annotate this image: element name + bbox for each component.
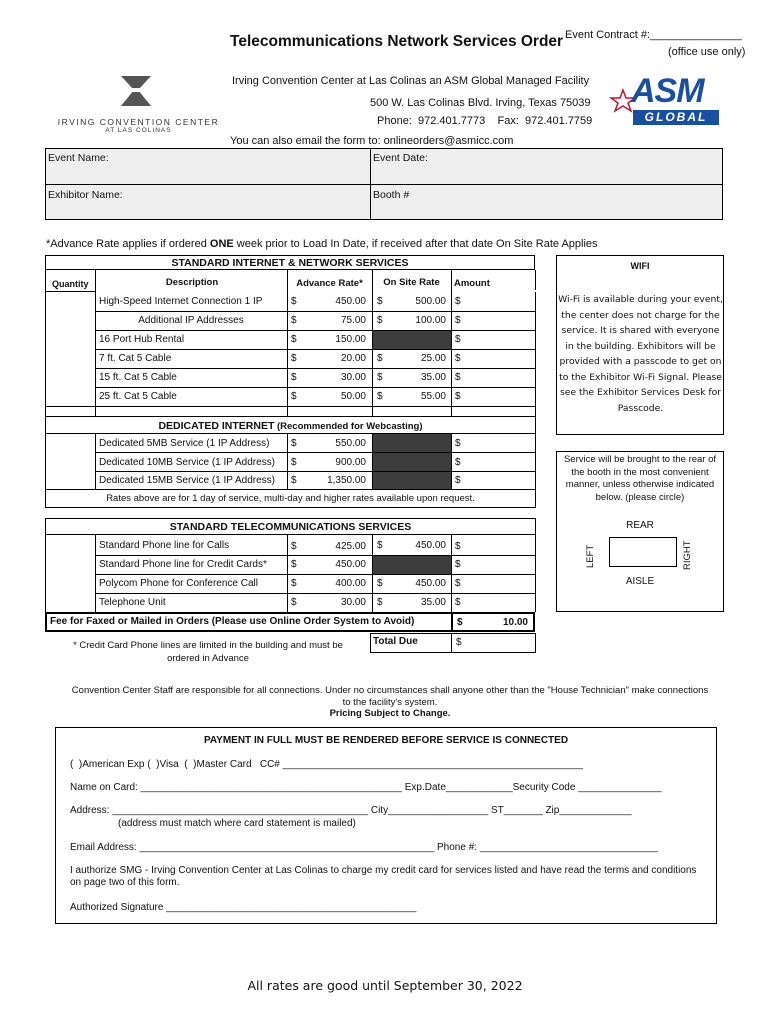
dollar-sign: $	[455, 597, 461, 608]
rule	[95, 349, 536, 350]
logo-left-line2: AT LAS COLINAS	[105, 127, 172, 134]
row-desc: Dedicated 10MB Service (1 IP Address)	[99, 457, 276, 468]
rule	[451, 612, 453, 632]
row-desc: Polycom Phone for Conference Call	[99, 578, 258, 589]
dollar-sign: $	[291, 597, 297, 608]
dollar-sign: $	[377, 315, 383, 326]
row-desc: Standard Phone line for Credit Cards*	[99, 559, 267, 570]
email-form-line: You can also email the form to: onlineorders@asmicc.com	[230, 135, 514, 147]
booth-input[interactable]	[373, 202, 722, 220]
row-desc: Dedicated 15MB Service (1 IP Address)	[99, 475, 276, 486]
event-name-label: Event Name:	[48, 152, 109, 164]
booth-diagram-text: Service will be brought to the rear of the booth in the most convenient manner, unless otherwise indicated below. (please circle)	[563, 454, 717, 503]
total-due-label: Total Due	[373, 636, 418, 647]
row-desc: Additional IP Addresses	[138, 315, 244, 326]
dollar-sign: $	[457, 617, 463, 628]
dollar-sign: $	[291, 559, 297, 570]
dedicated-title-bold: DEDICATED INTERNET	[158, 420, 275, 432]
col-quantity: Quantity	[52, 279, 89, 289]
row-adv: 550.00	[335, 438, 366, 449]
row-desc: Dedicated 5MB Service (1 IP Address)	[99, 438, 270, 449]
exhibitor-name-label: Exhibitor Name:	[48, 189, 123, 201]
row-adv: 30.00	[340, 372, 366, 383]
qty-input[interactable]	[47, 595, 97, 611]
qty-input[interactable]	[47, 389, 97, 405]
dollar-sign: $	[291, 438, 297, 449]
dollar-sign: $	[377, 391, 383, 402]
row-adv: 20.00	[340, 353, 366, 364]
event-date-label: Event Date:	[373, 152, 428, 164]
event-name-input[interactable]	[48, 166, 367, 184]
booth-left-label[interactable]: LEFT	[585, 544, 596, 568]
rule	[535, 292, 536, 416]
row-onsite: 450.00	[415, 540, 446, 551]
rule	[95, 471, 536, 472]
dollar-sign: $	[291, 475, 297, 486]
dollar-sign: $	[455, 475, 461, 486]
row-desc: 16 Port Hub Rental	[99, 334, 185, 345]
dollar-sign: $	[455, 315, 461, 326]
dollar-sign: $	[455, 334, 461, 345]
dollar-sign: $	[377, 372, 383, 383]
card-type-line[interactable]: ( )American Exp ( )Visa ( )Master Card CC# ______________________________________________________	[70, 759, 583, 770]
col-amount: Amount	[454, 278, 490, 289]
wifi-text: Wi-Fi is available during your event, the center does not charge for the service. It is shared with everyone in the building. Exhibitors will be provided with a passcode to get on to the Exhibitor Wi-Fi Signal. Please see the Exhibitor Services Desk for Passcode.	[558, 294, 723, 414]
staff-note-text: Convention Center Staff are responsible for all connections. Under no circumstances shall anyone other than the "House Technician" make connections to the facility's system.	[71, 685, 709, 708]
booth-outline	[609, 537, 677, 567]
dollar-sign: $	[455, 559, 461, 570]
office-use-label: (office use only)	[668, 46, 746, 58]
row-adv: 50.00	[340, 391, 366, 402]
rule	[95, 593, 536, 594]
dollar-sign: $	[291, 353, 297, 364]
dollar-sign: $	[291, 391, 297, 402]
advance-note-post: week prior to Load In Date, if received after that date On Site Rate Applies	[233, 238, 598, 250]
address-line: 500 W. Las Colinas Blvd. Irving, Texas 75039	[370, 97, 591, 109]
total-due-value-box	[452, 633, 536, 653]
dollar-sign: $	[455, 372, 461, 383]
onsite-unavailable-cell	[373, 556, 451, 574]
booth-aisle-label[interactable]: AISLE	[625, 576, 655, 587]
qty-input[interactable]	[47, 538, 97, 554]
dollar-sign: $	[455, 438, 461, 449]
wifi-title: WIFI	[630, 261, 650, 271]
rule	[287, 270, 288, 416]
col-description: Description	[165, 277, 219, 288]
row-adv: 450.00	[335, 296, 366, 307]
rule	[451, 270, 452, 416]
row-adv: 30.00	[340, 597, 366, 608]
qty-input[interactable]	[47, 370, 97, 386]
col-advance: Advance Rate*	[296, 278, 363, 289]
credit-card-phone-note: * Credit Card Phone lines are limited in the building and must be ordered in Advance	[73, 640, 343, 664]
qty-input[interactable]	[47, 313, 97, 329]
dedicated-title-rest: (Recommended for Webcasting)	[274, 421, 423, 432]
row-onsite: 55.00	[420, 391, 446, 402]
facility-line: Irving Convention Center at Las Colinas an ASM Global Managed Facility	[232, 75, 590, 87]
rule	[95, 574, 536, 575]
row-onsite: 25.00	[420, 353, 446, 364]
rule	[95, 311, 536, 312]
form-title: Telecommunications Network Services Order	[230, 33, 564, 50]
phone-line: Phone: 972.401.7773 Fax: 972.401.7759	[377, 115, 593, 127]
signature-line[interactable]: Authorized Signature _____________________________________________	[70, 902, 417, 913]
logo-asm-text: ASM	[631, 72, 704, 110]
footer-rates-note: All rates are good until September 30, 2022	[247, 978, 523, 993]
event-contract-label: Event Contract #:_______________	[565, 29, 742, 41]
dedicated-title	[45, 420, 536, 432]
qty-input[interactable]	[47, 351, 97, 367]
staff-note	[70, 685, 710, 720]
pricing-note: Pricing Subject to Change.	[329, 708, 451, 719]
row-adv: 1,350.00	[327, 475, 366, 486]
row-adv: 400.00	[335, 578, 366, 589]
row-onsite: 500.00	[415, 296, 446, 307]
authorize-text: I authorize SMG - Irving Convention Center at Las Colinas to charge my credit card for services listed and have read the terms and conditions on page two of this form.	[70, 865, 697, 888]
advance-rate-note	[46, 238, 598, 250]
convention-center-logo-mark	[56, 72, 221, 112]
dollar-sign: $	[291, 578, 297, 589]
dollar-sign: $	[455, 541, 461, 552]
booth-right-label[interactable]: RIGHT	[682, 540, 693, 570]
qty-input[interactable]	[47, 294, 97, 310]
rule	[95, 368, 536, 369]
payment-title: PAYMENT IN FULL MUST BE RENDERED BEFORE SERVICE IS CONNECTED	[203, 735, 569, 746]
dollar-sign: $	[455, 353, 461, 364]
dollar-sign: $	[291, 541, 297, 552]
rule	[95, 387, 536, 388]
convention-center-logo	[56, 72, 221, 132]
qty-input[interactable]	[47, 473, 97, 489]
dollar-sign: $	[291, 372, 297, 383]
dedicated-rates-note: Rates above are for 1 day of service, multi-day and higher rates available upon request.	[106, 493, 475, 504]
dollar-sign: $	[377, 540, 383, 551]
dollar-sign: $	[291, 315, 297, 326]
dollar-sign: $	[377, 296, 383, 307]
advance-note-bold: ONE	[209, 238, 234, 250]
address-note: (address must match where card statement is mailed)	[118, 818, 356, 829]
rule	[287, 433, 288, 489]
qty-input[interactable]	[47, 455, 97, 471]
row-desc: Telephone Unit	[99, 597, 166, 608]
row-adv: 900.00	[335, 457, 366, 468]
dollar-sign: $	[455, 296, 461, 307]
rule	[535, 270, 536, 290]
dollar-sign: $	[455, 578, 461, 589]
dollar-sign: $	[377, 353, 383, 364]
dollar-sign: $	[377, 597, 383, 608]
rule	[95, 555, 536, 556]
rule	[45, 535, 46, 612]
rule	[45, 489, 536, 490]
dollar-sign: $	[455, 391, 461, 402]
row-adv: 450.00	[335, 559, 366, 570]
qty-input[interactable]	[47, 332, 97, 348]
row-adv: 75.00	[340, 315, 366, 326]
dollar-sign: $	[291, 296, 297, 307]
row-desc: 25 ft. Cat 5 Cable	[99, 391, 177, 402]
qty-input[interactable]	[47, 576, 97, 592]
row-onsite: 35.00	[420, 372, 446, 383]
dollar-sign: $	[456, 637, 462, 648]
rule	[45, 291, 95, 292]
rule	[95, 330, 536, 331]
rule	[95, 452, 536, 453]
row-desc: Standard Phone line for Calls	[99, 540, 230, 551]
dedicated-onsite-unavailable	[373, 434, 451, 489]
row-adv: 425.00	[335, 541, 366, 552]
event-divider-h	[45, 184, 723, 185]
asm-global-logo	[605, 72, 723, 128]
telecom-section-title: STANDARD TELECOMMUNICATIONS SERVICES	[45, 518, 536, 535]
col-onsite: On Site Rate	[383, 277, 440, 288]
row-desc: 7 ft. Cat 5 Cable	[99, 353, 172, 364]
dollar-sign: $	[377, 578, 383, 589]
dollar-sign: $	[291, 334, 297, 345]
fee-amount: 10.00	[502, 617, 528, 628]
row-onsite: 35.00	[420, 597, 446, 608]
rule	[451, 433, 452, 489]
row-onsite: 100.00	[415, 315, 446, 326]
event-date-input[interactable]	[373, 166, 722, 184]
exhibitor-name-input[interactable]	[48, 202, 367, 220]
email-phone-line[interactable]: Email Address: _____________________________________________________ Phone #: ________________________________	[70, 842, 658, 853]
row-adv: 150.00	[335, 334, 366, 345]
booth-label: Booth #	[373, 189, 410, 201]
name-on-card-line[interactable]: Name on Card: _______________________________________________ Exp.Date____________Security Code _______________	[70, 782, 662, 793]
row-desc: High-Speed Internet Connection 1 IP	[99, 296, 263, 307]
logo-left-line1: IRVING CONVENTION CENTER	[57, 117, 220, 127]
address-line-field[interactable]: Address: ______________________________________________ City__________________ ST_______ Zip_____________	[70, 805, 632, 816]
dollar-sign: $	[455, 457, 461, 468]
qty-input[interactable]	[47, 557, 97, 573]
dollar-sign: $	[291, 457, 297, 468]
logo-global-text: GLOBAL	[633, 110, 719, 125]
fee-label: Fee for Faxed or Mailed in Orders (Please use Online Order System to Avoid)	[50, 616, 415, 627]
row-onsite: 450.00	[415, 578, 446, 589]
booth-rear-label[interactable]: REAR	[626, 520, 654, 531]
internet-section-title: STANDARD INTERNET & NETWORK SERVICES	[45, 255, 535, 270]
rule	[45, 433, 536, 434]
rule	[45, 406, 536, 407]
onsite-unavailable-cell	[373, 331, 451, 349]
qty-input[interactable]	[47, 436, 97, 452]
advance-note-pre: *Advance Rate applies if ordered	[46, 238, 210, 250]
row-desc: 15 ft. Cat 5 Cable	[99, 372, 177, 383]
